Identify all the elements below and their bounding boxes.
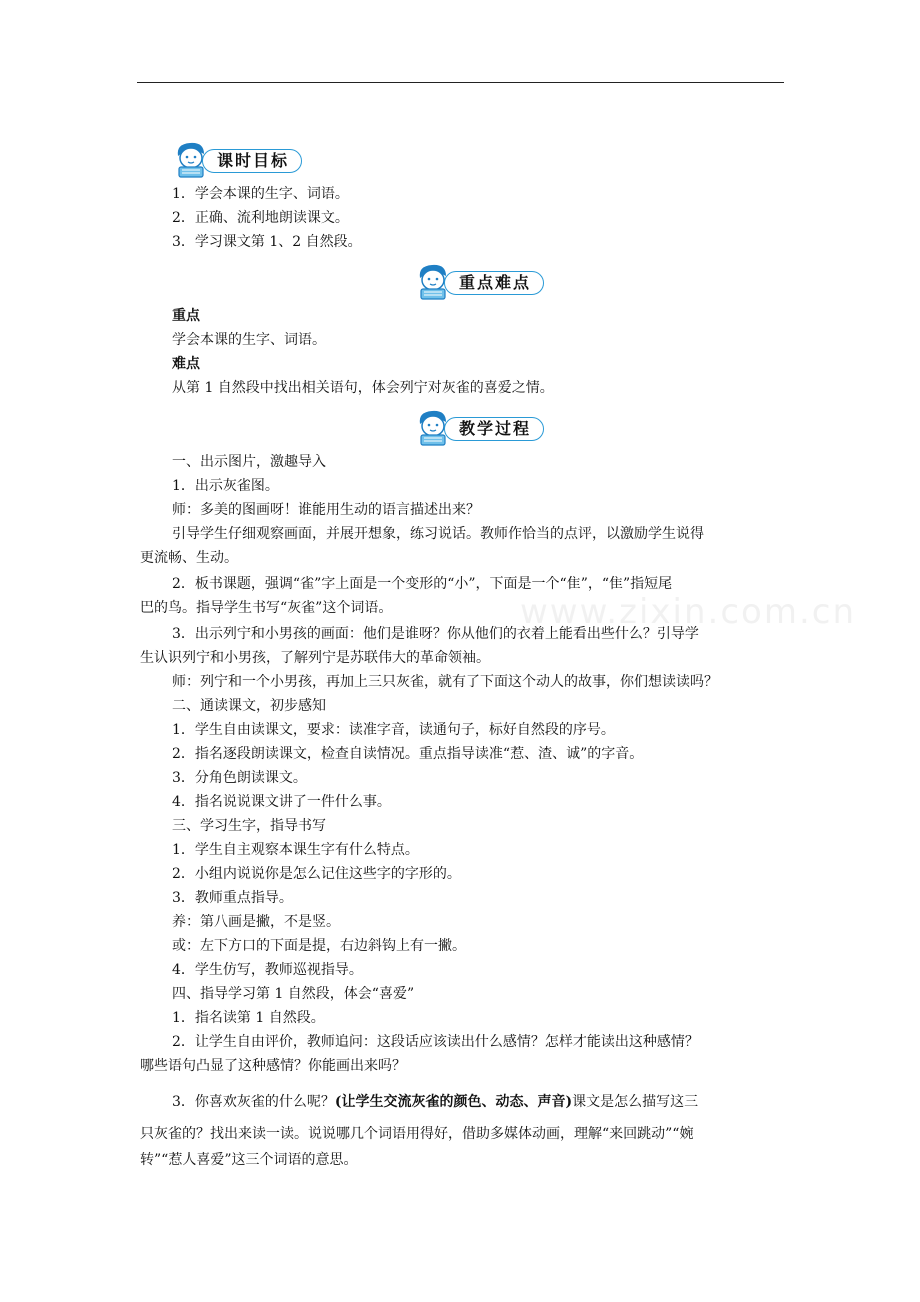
process-line: 三、学习生字，指导书写 bbox=[172, 818, 326, 834]
goal-item: 3．学习课文第 1、2 自然段。 bbox=[172, 234, 362, 250]
process-line: 引导学生仔细观察画面，并展开想象，练习说话。教师作恰当的点评，以激励学生说得 bbox=[172, 526, 704, 542]
process-line: 4．指名说说课文讲了一件什么事。 bbox=[172, 794, 391, 810]
process-text: 课文是怎么描写这三 bbox=[572, 1094, 699, 1110]
process-line: 四、指导学习第 1 自然段，体会“喜爱” bbox=[172, 986, 415, 1002]
process-line-mixed bbox=[172, 1092, 698, 1112]
process-line: 只灰雀的？找出来读一读。说说哪几个词语用得好，借助多媒体动画，理解“来回跳动”“婉 bbox=[140, 1126, 694, 1142]
process-line: 3．出示列宁和小男孩的画面：他们是谁呀？你从他们的衣着上能看出些什么？引导学 bbox=[172, 626, 699, 642]
process-line: 师：多美的图画呀！谁能用生动的语言描述出来？ bbox=[172, 502, 480, 518]
process-line: 养：第八画是撇，不是竖。 bbox=[172, 914, 340, 930]
process-text: 3．你喜欢灰雀的什么呢？ bbox=[172, 1094, 335, 1110]
process-line: 1．出示灰雀图。 bbox=[172, 478, 279, 494]
process-line: 或：左下方口的下面是提，右边斜钩上有一撇。 bbox=[172, 938, 466, 954]
goal-item: 1．学会本课的生字、词语。 bbox=[172, 186, 349, 202]
process-line: 二、通读课文，初步感知 bbox=[172, 698, 326, 714]
section-title-goals: 课时目标 bbox=[202, 149, 302, 173]
process-line: 生认识列宁和小男孩，了解列宁是苏联伟大的革命领袖。 bbox=[140, 650, 490, 666]
process-line: 哪些语句凸显了这种感情？你能画出来吗？ bbox=[140, 1058, 406, 1074]
process-line: 师：列宁和一个小男孩，再加上三只灰雀，就有了下面这个动人的故事，你们想读读吗？ bbox=[172, 674, 718, 690]
process-line: 1．学生自由读课文，要求：读准字音，读通句子，标好自然段的序号。 bbox=[172, 722, 615, 738]
process-line: 一、出示图片，激趣导入 bbox=[172, 454, 326, 470]
focus-text: 学会本课的生字、词语。 bbox=[172, 332, 326, 348]
process-line: 2．小组内说说你是怎么记住这些字的字形的。 bbox=[172, 866, 461, 882]
process-line: 2．指名逐段朗读课文，检查自读情况。重点指导读准“惹、渣、诚”的字音。 bbox=[172, 746, 644, 762]
process-line: 4．学生仿写，教师巡视指导。 bbox=[172, 962, 363, 978]
section-title-key: 重点难点 bbox=[444, 271, 544, 295]
process-line: 2．让学生自由评价，教师追问：这段话应该读出什么感情？怎样才能读出这种感情？ bbox=[172, 1034, 699, 1050]
focus-label: 重点 bbox=[172, 308, 200, 324]
process-line: 更流畅、生动。 bbox=[140, 550, 238, 566]
difficulty-label: 难点 bbox=[172, 356, 200, 372]
section-title-process: 教学过程 bbox=[444, 417, 544, 441]
process-line: 1．学生自主观察本课生字有什么特点。 bbox=[172, 842, 419, 858]
process-line: 3．分角色朗读课文。 bbox=[172, 770, 307, 786]
process-line: 转”“惹人喜爱”这三个词语的意思。 bbox=[140, 1152, 358, 1168]
process-line: 1．指名读第 1 自然段。 bbox=[172, 1010, 325, 1026]
process-line: 2．板书课题，强调“雀”字上面是一个变形的“小”，下面是一个“隹”，“隹”指短尾 bbox=[172, 576, 673, 592]
goal-item: 2．正确、流利地朗读课文。 bbox=[172, 210, 349, 226]
process-line: 3．教师重点指导。 bbox=[172, 890, 293, 906]
process-line: 巴的鸟。指导学生书写“灰雀”这个词语。 bbox=[140, 600, 393, 616]
header-rule bbox=[137, 82, 784, 83]
watermark: www.zixin.com.cn bbox=[520, 592, 856, 632]
process-emphasis: (让学生交流灰雀的颜色、动态、声音) bbox=[334, 1094, 573, 1110]
difficulty-text: 从第 1 自然段中找出相关语句，体会列宁对灰雀的喜爱之情。 bbox=[172, 380, 554, 396]
